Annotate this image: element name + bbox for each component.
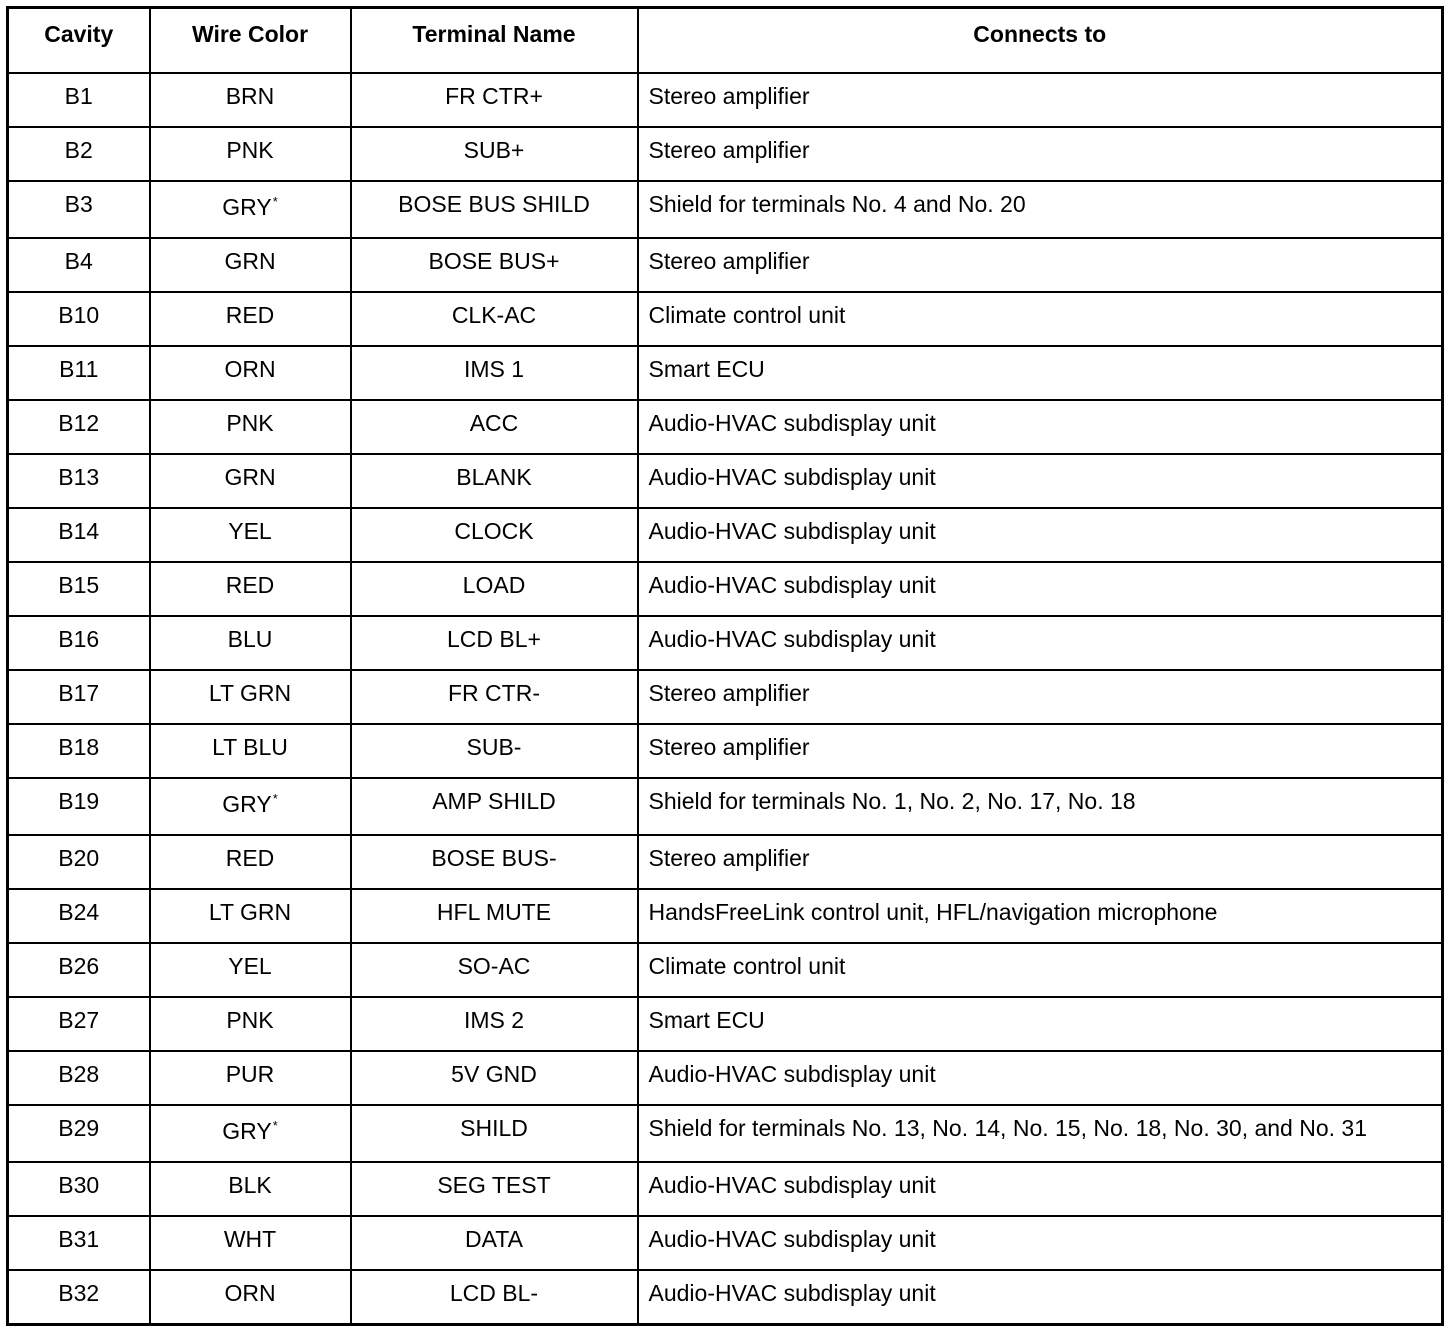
cell-terminal-name: SEG TEST [351, 1162, 638, 1216]
header-cavity: Cavity [8, 8, 150, 74]
cell-connects-to: Smart ECU [638, 997, 1443, 1051]
cell-wire-color [150, 181, 351, 238]
cell-terminal-name: LCD BL- [351, 1270, 638, 1325]
cell-connects-to: Shield for terminals No. 1, No. 2, No. 17, No. 18 [638, 778, 1443, 835]
wire-color-value [226, 139, 273, 162]
cell-wire-color [150, 1162, 351, 1216]
cell-cavity: B31 [8, 1216, 150, 1270]
connector-pinout-table [6, 6, 1444, 1326]
cell-cavity: B24 [8, 889, 150, 943]
cell-terminal-name: BOSE BUS- [351, 835, 638, 889]
wire-color-label: GRY [222, 194, 272, 220]
wire-color-value [224, 358, 275, 381]
wire-color-value [226, 574, 275, 597]
table-row [8, 454, 1443, 508]
cell-cavity: B30 [8, 1162, 150, 1216]
wire-color-value [226, 1063, 275, 1086]
cell-cavity: B26 [8, 943, 150, 997]
cell-cavity: B27 [8, 997, 150, 1051]
cell-terminal-name: IMS 2 [351, 997, 638, 1051]
cell-connects-to: Smart ECU [638, 346, 1443, 400]
table-header-row [8, 8, 1443, 74]
cell-wire-color [150, 997, 351, 1051]
cell-cavity: B4 [8, 238, 150, 292]
cell-wire-color [150, 670, 351, 724]
cell-wire-color [150, 292, 351, 346]
table-row [8, 127, 1443, 181]
table-row [8, 997, 1443, 1051]
cell-wire-color [150, 238, 351, 292]
footnote-asterisk: * [272, 791, 278, 806]
cell-wire-color [150, 127, 351, 181]
table-row [8, 73, 1443, 127]
cell-wire-color [150, 562, 351, 616]
cell-connects-to: Stereo amplifier [638, 127, 1443, 181]
header-connects-to: Connects to [638, 8, 1443, 74]
cell-cavity: B17 [8, 670, 150, 724]
table-row [8, 508, 1443, 562]
wire-color-value [222, 790, 278, 816]
wire-color-value [228, 628, 273, 651]
wire-color-value [209, 682, 291, 705]
wire-color-label: LT GRN [208, 680, 292, 706]
cell-wire-color [150, 835, 351, 889]
cell-connects-to: Stereo amplifier [638, 670, 1443, 724]
cell-terminal-name: LOAD [351, 562, 638, 616]
cell-connects-to: Audio-HVAC subdisplay unit [638, 400, 1443, 454]
cell-cavity: B10 [8, 292, 150, 346]
cell-terminal-name: BOSE BUS+ [351, 238, 638, 292]
table-row [8, 943, 1443, 997]
cell-wire-color [150, 508, 351, 562]
cell-connects-to: Audio-HVAC subdisplay unit [638, 1051, 1443, 1105]
table-row [8, 1270, 1443, 1325]
wire-color-value [212, 736, 288, 759]
footnote-asterisk: * [272, 1118, 278, 1133]
wire-color-label: GRY [222, 1118, 272, 1144]
wire-color-label: GRN [224, 464, 276, 490]
wire-color-value [224, 250, 275, 273]
table-row [8, 181, 1443, 238]
wire-color-label: LT BLU [212, 734, 288, 760]
cell-connects-to: Shield for terminals No. 4 and No. 20 [638, 181, 1443, 238]
cell-cavity: B18 [8, 724, 150, 778]
header-terminal-name: Terminal Name [351, 8, 638, 74]
cell-cavity: B14 [8, 508, 150, 562]
wire-color-label: YEL [228, 953, 272, 979]
cell-wire-color [150, 889, 351, 943]
cell-wire-color [150, 346, 351, 400]
cell-cavity: B12 [8, 400, 150, 454]
wire-color-value [224, 1282, 275, 1305]
table-row [8, 562, 1443, 616]
cell-cavity: B28 [8, 1051, 150, 1105]
table-row [8, 292, 1443, 346]
cell-wire-color [150, 1216, 351, 1270]
cell-cavity: B2 [8, 127, 150, 181]
table-row [8, 1105, 1443, 1162]
wire-color-label: RED [225, 845, 275, 871]
cell-wire-color [150, 1051, 351, 1105]
cell-connects-to: Audio-HVAC subdisplay unit [638, 562, 1443, 616]
table-row [8, 346, 1443, 400]
header-wire-color: Wire Color [150, 8, 351, 74]
wire-color-value [228, 1174, 271, 1197]
cell-cavity: B1 [8, 73, 150, 127]
cell-terminal-name: 5V GND [351, 1051, 638, 1105]
wire-color-label: GRN [224, 248, 276, 274]
table-row [8, 724, 1443, 778]
wire-color-label: BLK [228, 1172, 272, 1198]
cell-terminal-name: FR CTR- [351, 670, 638, 724]
table-row [8, 1162, 1443, 1216]
cell-wire-color [150, 778, 351, 835]
wire-color-label: BLU [227, 626, 273, 652]
cell-wire-color [150, 73, 351, 127]
cell-connects-to: Stereo amplifier [638, 238, 1443, 292]
wire-color-label: GRY [222, 791, 272, 817]
wire-color-label: PNK [226, 137, 274, 163]
cell-connects-to: Audio-HVAC subdisplay unit [638, 1216, 1443, 1270]
cell-connects-to: Climate control unit [638, 292, 1443, 346]
cell-connects-to: Climate control unit [638, 943, 1443, 997]
cell-wire-color [150, 943, 351, 997]
cell-connects-to: Shield for terminals No. 13, No. 14, No. 15, No. 18, No. 30, and No. 31 [638, 1105, 1443, 1162]
cell-connects-to: Stereo amplifier [638, 835, 1443, 889]
footnote-asterisk: * [272, 194, 278, 209]
wire-color-label: WHT [223, 1226, 277, 1252]
cell-wire-color [150, 454, 351, 508]
cell-terminal-name: SUB+ [351, 127, 638, 181]
cell-cavity: B20 [8, 835, 150, 889]
table-row [8, 778, 1443, 835]
cell-terminal-name: CLOCK [351, 508, 638, 562]
cell-connects-to: Stereo amplifier [638, 724, 1443, 778]
wire-color-value [226, 304, 275, 327]
table-row [8, 835, 1443, 889]
table-row [8, 400, 1443, 454]
table-row [8, 1051, 1443, 1105]
cell-connects-to: Audio-HVAC subdisplay unit [638, 1162, 1443, 1216]
cell-connects-to: Stereo amplifier [638, 73, 1443, 127]
wire-color-value [228, 520, 271, 543]
table-row [8, 1216, 1443, 1270]
cell-wire-color [150, 1270, 351, 1325]
table-row [8, 670, 1443, 724]
cell-terminal-name: DATA [351, 1216, 638, 1270]
wire-color-label: PNK [226, 1007, 274, 1033]
cell-cavity: B3 [8, 181, 150, 238]
table-row [8, 889, 1443, 943]
cell-terminal-name: CLK-AC [351, 292, 638, 346]
wire-color-label: ORN [224, 356, 276, 382]
cell-terminal-name: SHILD [351, 1105, 638, 1162]
wire-color-label: PUR [225, 1061, 275, 1087]
cell-terminal-name: SO-AC [351, 943, 638, 997]
cell-wire-color [150, 724, 351, 778]
cell-terminal-name: ACC [351, 400, 638, 454]
cell-wire-color [150, 1105, 351, 1162]
wire-color-value [226, 847, 275, 870]
wire-color-value [224, 1228, 276, 1251]
cell-terminal-name: IMS 1 [351, 346, 638, 400]
cell-terminal-name: HFL MUTE [351, 889, 638, 943]
cell-connects-to: Audio-HVAC subdisplay unit [638, 616, 1443, 670]
cell-terminal-name: AMP SHILD [351, 778, 638, 835]
cell-connects-to: HandsFreeLink control unit, HFL/navigation microphone [638, 889, 1443, 943]
wire-color-value [226, 412, 273, 435]
wire-color-value [209, 901, 291, 924]
table-row [8, 616, 1443, 670]
wire-color-value [222, 193, 278, 219]
wire-color-label: LT GRN [208, 899, 292, 925]
wire-color-label: ORN [224, 1280, 276, 1306]
cell-wire-color [150, 400, 351, 454]
cell-connects-to: Audio-HVAC subdisplay unit [638, 508, 1443, 562]
cell-cavity: B15 [8, 562, 150, 616]
cell-cavity: B13 [8, 454, 150, 508]
cell-cavity: B32 [8, 1270, 150, 1325]
wire-color-label: RED [225, 302, 275, 328]
cell-cavity: B29 [8, 1105, 150, 1162]
cell-cavity: B16 [8, 616, 150, 670]
wire-color-label: RED [225, 572, 275, 598]
cell-wire-color [150, 616, 351, 670]
wire-color-value [228, 955, 271, 978]
wire-color-label: PNK [226, 410, 274, 436]
wire-color-value [226, 1009, 273, 1032]
cell-terminal-name: SUB- [351, 724, 638, 778]
cell-terminal-name: LCD BL+ [351, 616, 638, 670]
cell-cavity: B11 [8, 346, 150, 400]
wire-color-value [222, 1117, 278, 1143]
cell-cavity: B19 [8, 778, 150, 835]
cell-terminal-name: FR CTR+ [351, 73, 638, 127]
wire-color-value [226, 85, 275, 108]
cell-connects-to: Audio-HVAC subdisplay unit [638, 1270, 1443, 1325]
cell-terminal-name: BLANK [351, 454, 638, 508]
cell-connects-to: Audio-HVAC subdisplay unit [638, 454, 1443, 508]
wire-color-value [224, 466, 275, 489]
wire-color-label: YEL [228, 518, 272, 544]
cell-terminal-name: BOSE BUS SHILD [351, 181, 638, 238]
wire-color-label: BRN [225, 83, 275, 109]
table-row [8, 238, 1443, 292]
